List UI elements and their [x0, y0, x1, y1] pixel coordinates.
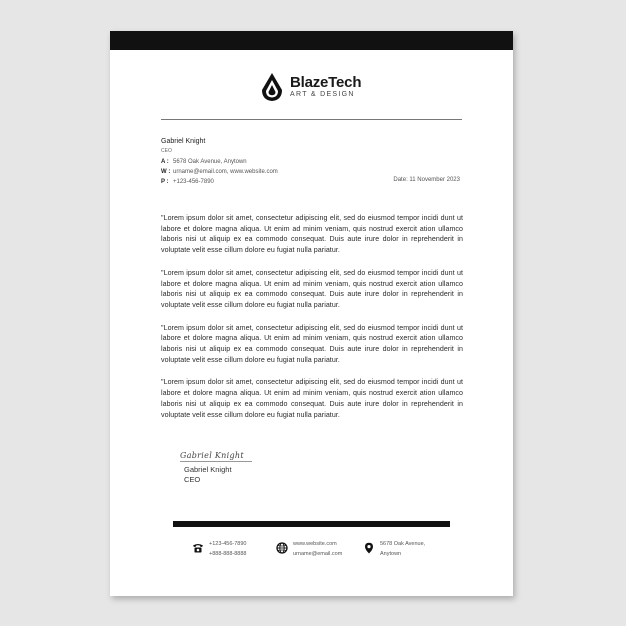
- sender-phone: +123-456-7890: [173, 179, 214, 185]
- signature-title: CEO: [184, 474, 201, 484]
- letterhead-page: [110, 31, 513, 596]
- sender-address-row: [161, 157, 278, 167]
- footer-address-2: Anytown: [380, 551, 402, 557]
- sender-title: CEO: [161, 148, 172, 154]
- web-label: W :: [161, 169, 171, 175]
- body-paragraph: "Lorem ipsum dolor sit amet, consectetur adipiscing elit, sed do eiusmod tempor incidi dunt ut labore et dolore magna aliqua. Ut enim ad minim veniam, quis nostrud exercit ation ullamco laboris nisi ut aliquip ex ea commodo consequat. Duis aute irure dolor in reprehenderit in voluptate velit esse cillum dolore eu fugiat nulla pariatur.: [161, 323, 463, 364]
- sender-address: 5678 Oak Avenue, Anytown: [173, 159, 247, 165]
- brand-tagline: ART & DESIGN: [290, 90, 355, 98]
- phone-label: P :: [161, 179, 169, 185]
- footer-phone-contact: [192, 539, 246, 559]
- footer-email: urname@email.com: [293, 551, 343, 557]
- sender-name: Gabriel Knight: [161, 138, 206, 145]
- phone-icon: [192, 542, 204, 554]
- top-accent-bar: [110, 31, 513, 50]
- address-label: A :: [161, 159, 169, 165]
- brand-logo: [260, 72, 361, 102]
- signature-name: Gabriel Knight: [184, 465, 232, 474]
- sender-phone-row: [161, 177, 278, 187]
- footer-website: www.website.com: [293, 541, 337, 547]
- globe-icon: [276, 542, 288, 554]
- body-paragraph: "Lorem ipsum dolor sit amet, consectetur adipiscing elit, sed do eiusmod tempor incidi dunt ut labore et dolore magna aliqua. Ut enim ad minim veniam, quis nostrud exercit ation ullamco laboris nisi ut aliquip ex ea commodo consequat. Duis aute irure dolor in reprehenderit in voluptate velit esse cillum dolore eu fugiat nulla pariatur.: [161, 378, 463, 419]
- header-divider: [161, 119, 462, 120]
- location-pin-icon: [363, 542, 375, 554]
- footer-phone-2: +888-888-8888: [209, 551, 247, 557]
- letter-date: Date: 11 November 2023: [393, 177, 460, 183]
- brand-name: BlazeTech: [290, 73, 362, 91]
- footer-phone-1: +123-456-7890: [209, 541, 247, 547]
- flame-logo-icon: [260, 72, 284, 102]
- sender-web-row: [161, 167, 278, 177]
- sender-block: [161, 137, 278, 187]
- footer-address-contact: [363, 539, 425, 559]
- handwritten-signature: Gabriel Knight: [180, 451, 252, 462]
- footer-accent-bar: [173, 521, 450, 527]
- body-paragraph: "Lorem ipsum dolor sit amet, consectetur adipiscing elit, sed do eiusmod tempor incidi dunt ut labore et dolore magna aliqua. Ut enim ad minim veniam, quis nostrud exercit ation ullamco laboris nisi ut aliquip ex ea commodo consequat. Duis aute irure dolor in reprehenderit in voluptate velit esse cillum dolore eu fugiat nulla pariatur.: [161, 214, 463, 255]
- signature-block: [180, 451, 252, 484]
- footer-web-contact: [276, 539, 342, 559]
- letter-body: [161, 213, 463, 432]
- sender-web: urname@email.com, www.website.com: [173, 169, 278, 175]
- body-paragraph: "Lorem ipsum dolor sit amet, consectetur adipiscing elit, sed do eiusmod tempor incidi dunt ut labore et dolore magna aliqua. Ut enim ad minim veniam, quis nostrud exercit ation ullamco laboris nisi ut aliquip ex ea commodo consequat. Duis aute irure dolor in reprehenderit in voluptate velit esse cillum dolore eu fugiat nulla pariatur.: [161, 268, 463, 309]
- footer-address-1: 5678 Oak Avenue,: [380, 541, 426, 547]
